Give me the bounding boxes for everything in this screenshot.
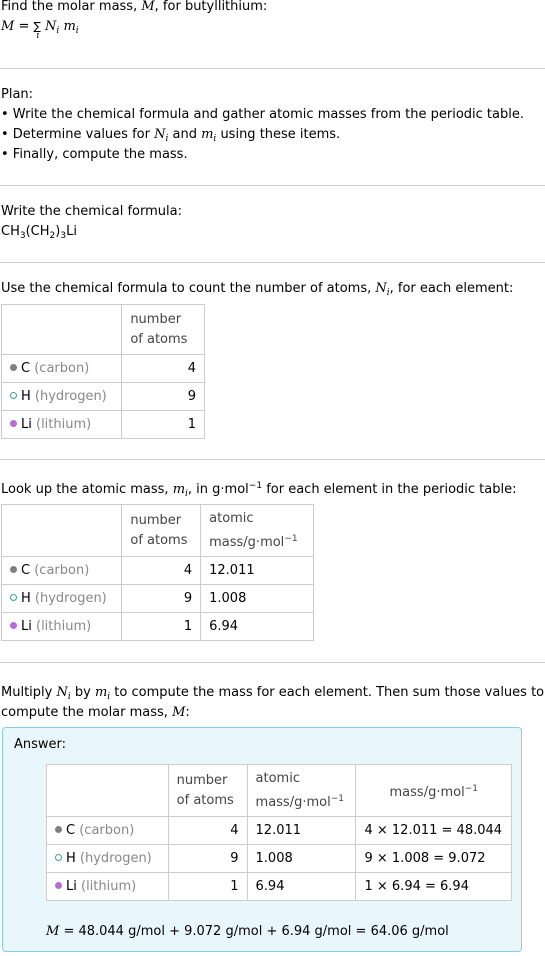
header-number-of-atoms: number of atoms — [168, 765, 247, 817]
multiply-text-2: compute the molar mass, M: — [1, 705, 190, 720]
table-row — [47, 845, 512, 873]
header-atomic-mass: atomic mass/g·mol$^{-1}$ — [247, 765, 356, 817]
divider — [0, 185, 545, 186]
table-row — [2, 557, 314, 585]
element-cell: C (carbon) — [47, 817, 169, 845]
plan-item-3: • Finally, compute the mass. — [1, 147, 188, 162]
element-mass: 4 × 12.011 = 48.044 — [356, 817, 512, 845]
carbon-dot-icon — [10, 566, 17, 573]
atom-count: 4 — [168, 817, 247, 845]
plan-item-1: • Write the chemical formula and gather atomic masses from the periodic table. — [1, 107, 524, 122]
intro-formula: M = ∑ i $N_i$ $m_i$ — [1, 19, 79, 41]
chemical-formula: $CH_3(CH_2)_3Li$ — [1, 224, 77, 241]
atom-count: 4 — [122, 355, 205, 383]
atom-count: 9 — [122, 383, 205, 411]
header-atomic-mass: atomic mass/g·mol$^{-1}$ — [201, 505, 314, 557]
element-cell: Li (lithium) — [2, 411, 122, 439]
hydrogen-dot-icon — [10, 392, 17, 399]
count-text: Use the chemical formula to count the number of atoms, $N_i$, for each element: — [1, 281, 514, 298]
table-row — [2, 585, 314, 613]
atom-count: 9 — [168, 845, 247, 873]
intro-line: Find the molar mass, M, for butyllithium: — [1, 0, 268, 14]
lithium-dot-icon — [10, 420, 17, 427]
element-cell: H (hydrogen) — [2, 383, 122, 411]
table-row — [47, 873, 512, 901]
element-cell: H (hydrogen) — [47, 845, 169, 873]
element-cell: C (carbon) — [2, 557, 122, 585]
header-number-of-atoms: number of atoms — [122, 505, 201, 557]
element-cell: Li (lithium) — [2, 613, 122, 641]
divider — [0, 459, 545, 460]
atom-count: 9 — [122, 585, 201, 613]
mass-table — [1, 504, 314, 641]
lookup-text: Look up the atomic mass, $m_i$, in g·mol$^{-1}$ for each element in the periodic table: — [1, 481, 517, 499]
atomic-mass: 1.008 — [247, 845, 356, 873]
answer-table — [46, 764, 512, 901]
plan-title: Plan: — [1, 87, 34, 102]
divider — [0, 68, 545, 69]
lithium-dot-icon — [55, 882, 62, 889]
table-row — [2, 613, 314, 641]
header-number-of-atoms: number of atoms — [122, 305, 205, 355]
table-row — [47, 817, 512, 845]
element-cell: Li (lithium) — [47, 873, 169, 901]
atomic-mass: 12.011 — [201, 557, 314, 585]
table-row — [2, 383, 205, 411]
hydrogen-dot-icon — [10, 594, 17, 601]
lithium-dot-icon — [10, 622, 17, 629]
count-table — [1, 304, 205, 439]
element-cell: C (carbon) — [2, 355, 122, 383]
header-mass: mass/g·mol$^{-1}$ — [356, 765, 512, 817]
atomic-mass: 6.94 — [247, 873, 356, 901]
carbon-dot-icon — [10, 364, 17, 371]
atom-count: 1 — [122, 613, 201, 641]
table-row — [2, 411, 205, 439]
answer-result: M = 48.044 g/mol + 9.072 g/mol + 6.94 g/mol = 64.06 g/mol — [46, 924, 449, 939]
table-row — [2, 355, 205, 383]
element-mass: 9 × 1.008 = 9.072 — [356, 845, 512, 873]
atomic-mass: 6.94 — [201, 613, 314, 641]
atom-count: 1 — [168, 873, 247, 901]
answer-box — [2, 727, 522, 952]
atom-count: 4 — [122, 557, 201, 585]
carbon-dot-icon — [55, 826, 62, 833]
divider — [0, 662, 545, 663]
answer-label: Answer: — [14, 737, 67, 752]
atom-count: 1 — [122, 411, 205, 439]
plan-item-2: • Determine values for $N_i$ and $m_i$ using these items. — [1, 127, 341, 144]
element-mass: 1 × 6.94 = 6.94 — [356, 873, 512, 901]
atomic-mass: 1.008 — [201, 585, 314, 613]
divider — [0, 262, 545, 263]
multiply-text-1: Multiply $N_i$ by $m_i$ to compute the mass for each element. Then sum those values to — [1, 685, 545, 702]
atomic-mass: 12.011 — [247, 817, 356, 845]
element-cell: H (hydrogen) — [2, 585, 122, 613]
formula-title: Write the chemical formula: — [1, 204, 182, 219]
hydrogen-dot-icon — [55, 854, 62, 861]
